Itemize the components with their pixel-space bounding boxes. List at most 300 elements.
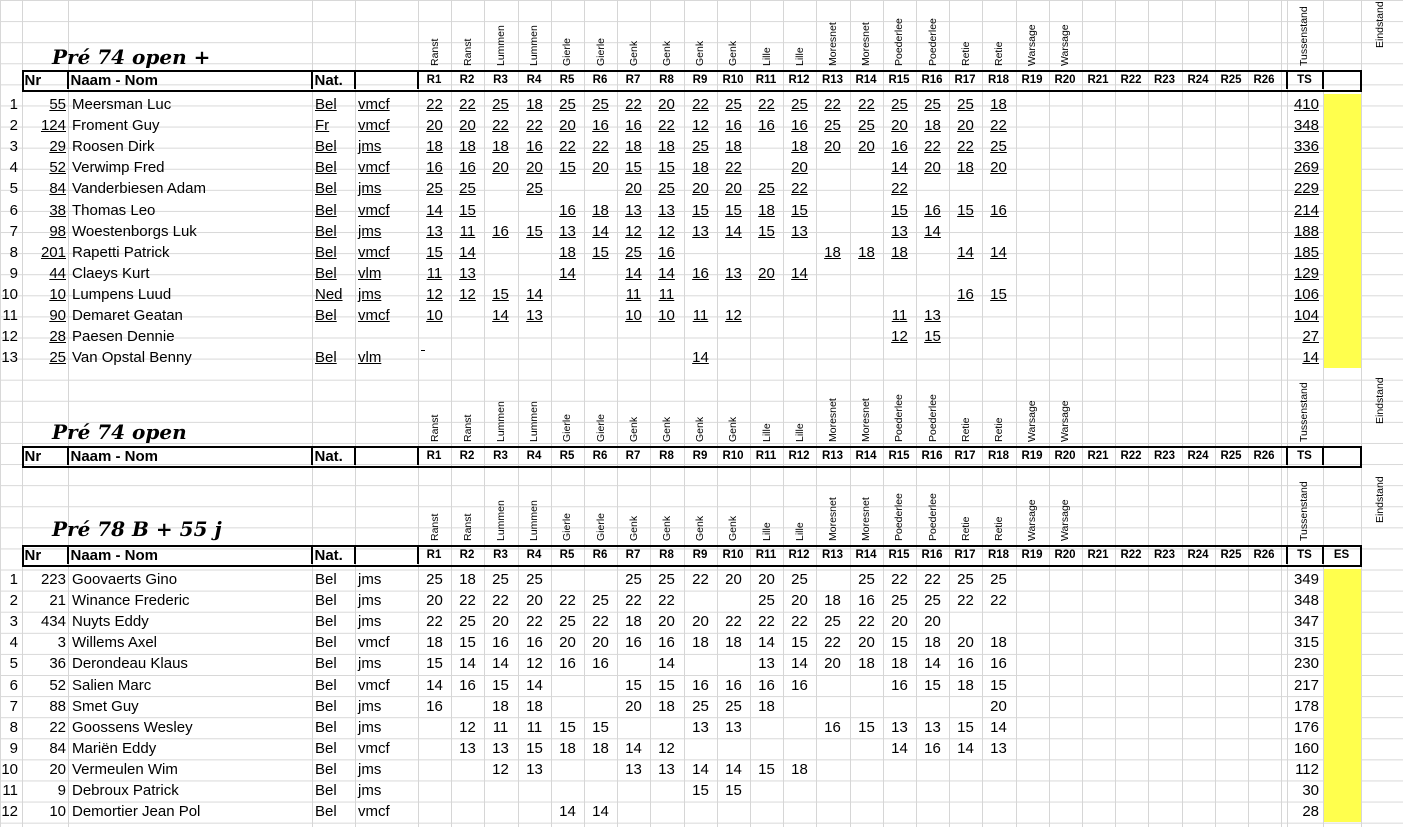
grid-line-v <box>1049 0 1050 827</box>
row-score: 13 <box>658 760 675 778</box>
row-score: 15 <box>791 634 808 652</box>
header-round: R6 <box>592 450 608 462</box>
row-score: 20 <box>625 180 642 198</box>
row-name: Meersman Luc <box>72 96 172 113</box>
row-club: jms <box>358 655 382 673</box>
venue-label: Retie <box>993 516 1005 541</box>
row-score: 18 <box>625 613 642 631</box>
row-total: 188 <box>1293 222 1319 240</box>
row-score: 22 <box>924 138 941 156</box>
tussenstand-label: Tussenstand <box>1298 481 1310 541</box>
row-club: vmcf <box>358 676 390 694</box>
row-score: 15 <box>426 655 443 673</box>
grid-line-v <box>1016 0 1017 827</box>
row-name: Salien Marc <box>72 676 152 694</box>
row-score: 20 <box>858 138 875 156</box>
header-round: R13 <box>821 450 844 462</box>
header-round: R21 <box>1087 549 1109 561</box>
venue-label: Retie <box>993 417 1005 442</box>
row-score: 12 <box>891 328 908 346</box>
row-score: 14 <box>658 264 675 282</box>
venue-label: Gierle <box>561 413 574 442</box>
row-score: 18 <box>658 697 675 715</box>
row-score: 18 <box>957 676 974 694</box>
row-score: 13 <box>692 718 709 736</box>
row-club: jms <box>358 592 382 610</box>
row-score: 14 <box>426 676 443 694</box>
row-score: 22 <box>924 571 941 588</box>
header-round: R13 <box>821 549 844 561</box>
row-nationality <box>315 326 355 347</box>
header-name: Naam - Nom <box>70 72 159 89</box>
row-score: 14 <box>990 718 1007 736</box>
row-score: 25 <box>459 180 476 198</box>
eindstand-highlight <box>1324 569 1361 822</box>
row-score: 16 <box>526 138 543 156</box>
row-nationality: Bel <box>315 201 337 219</box>
row-number: 98 <box>49 222 66 240</box>
row-score: 18 <box>459 138 476 156</box>
row-score: 15 <box>526 739 543 757</box>
row-score: 22 <box>426 96 443 113</box>
venue-label: Poederlee <box>926 394 939 442</box>
header-separator <box>354 448 356 465</box>
row-score: 16 <box>824 718 841 736</box>
header-round: R26 <box>1253 549 1275 561</box>
row-score: 13 <box>559 222 576 240</box>
row-club: vmcf <box>358 96 390 113</box>
row-score: 25 <box>559 96 576 113</box>
grid-line-v <box>1115 0 1116 827</box>
row-score: 22 <box>824 96 841 113</box>
header-round: R21 <box>1087 450 1109 462</box>
header-round: R20 <box>1054 450 1076 462</box>
row-score: 20 <box>924 159 941 177</box>
row-score: 14 <box>592 222 609 240</box>
row-score: 25 <box>858 117 875 135</box>
header-name: Naam - Nom <box>70 448 159 465</box>
header-ts: TS <box>1297 450 1312 462</box>
venue-label: Genk <box>627 515 640 541</box>
row-score: 22 <box>990 592 1007 610</box>
row-score: 22 <box>824 634 841 652</box>
row-score: 22 <box>957 592 974 610</box>
row-name: Demortier Jean Pol <box>72 803 201 821</box>
row-number: 434 <box>40 613 66 631</box>
row-number: 25 <box>49 349 66 367</box>
row-score: 14 <box>891 159 908 177</box>
row-score: 22 <box>459 592 476 610</box>
row-score: 15 <box>459 634 476 652</box>
row-score: 15 <box>692 201 709 219</box>
row-score: 15 <box>692 782 709 799</box>
row-score: 15 <box>625 159 642 177</box>
row-club: jms <box>358 697 382 715</box>
header-round: R18 <box>987 549 1010 561</box>
header-round: R15 <box>888 74 910 86</box>
header-round: R23 <box>1153 74 1176 86</box>
row-score: 20 <box>459 117 476 135</box>
row-name: Vanderbiesen Adam <box>72 180 206 198</box>
row-score: 20 <box>957 634 974 652</box>
row-club: vmcf <box>358 634 390 652</box>
row-score: 10 <box>625 307 642 324</box>
venue-label: Genk <box>694 416 707 442</box>
venue-label: Ranst <box>461 38 474 66</box>
row-score: 18 <box>692 634 709 652</box>
venue-label: Lummen <box>528 401 541 442</box>
row-score: 20 <box>891 613 908 631</box>
header-round: R19 <box>1021 450 1043 462</box>
venue-label: Genk <box>661 40 673 66</box>
row-number: 88 <box>49 697 66 715</box>
header-round: R9 <box>692 74 708 86</box>
row-club: jms <box>358 222 382 240</box>
eindstand-label: Eindstand <box>1374 377 1386 424</box>
header-round: R10 <box>722 549 744 561</box>
row-score: 16 <box>957 285 974 303</box>
row-score: 22 <box>625 96 642 113</box>
venue-label: Poederlee <box>893 493 906 541</box>
header-round: R12 <box>788 450 810 462</box>
row-score: 25 <box>625 571 642 588</box>
venue-label: Gierle <box>594 37 607 66</box>
row-name: Paesen Dennie <box>72 328 175 346</box>
row-nationality: Bel <box>315 655 337 673</box>
row-score: 20 <box>824 655 841 673</box>
row-score: 18 <box>559 739 576 757</box>
row-score: 25 <box>924 96 941 113</box>
tussenstand-label: Tussenstand <box>1298 382 1310 442</box>
row-total: 185 <box>1293 243 1319 261</box>
header-separator <box>354 72 356 89</box>
row-position: 12 <box>1 803 18 821</box>
row-score: 25 <box>692 697 709 715</box>
row-score: 13 <box>725 718 742 736</box>
header-round: R21 <box>1087 74 1109 86</box>
row-score: 15 <box>592 243 609 261</box>
row-position: 13 <box>1 349 18 367</box>
row-position: 3 <box>9 613 18 631</box>
row-score: 12 <box>725 307 742 324</box>
row-score: 14 <box>692 349 709 367</box>
header-row <box>22 70 1362 92</box>
row-score: 13 <box>924 307 941 324</box>
row-score: 22 <box>858 613 875 631</box>
row-position: 4 <box>9 634 18 652</box>
row-score: 13 <box>459 739 476 757</box>
row-score: 20 <box>526 592 543 610</box>
row-position: 9 <box>9 739 18 757</box>
header-round: R3 <box>493 74 508 86</box>
row-score: 16 <box>459 676 476 694</box>
grid-line-v <box>1082 0 1083 827</box>
row-score: 13 <box>791 222 808 240</box>
header-round: R10 <box>722 450 744 462</box>
row-score: 16 <box>492 634 509 652</box>
venue-label: Ranst <box>428 38 441 66</box>
row-score: 22 <box>426 613 443 631</box>
venue-label: Lummen <box>528 25 541 66</box>
eindstand-label: Eindstand <box>1374 1 1386 48</box>
header-round: R16 <box>921 549 943 561</box>
row-score: 15 <box>625 676 642 694</box>
row-score: 22 <box>692 571 709 588</box>
row-score: 13 <box>526 760 543 778</box>
row-score: 14 <box>459 655 476 673</box>
row-score: 22 <box>492 117 509 135</box>
row-score: 16 <box>725 117 742 135</box>
venue-label: Poederlee <box>893 394 906 442</box>
row-score: 20 <box>791 592 808 610</box>
header-ts: TS <box>1297 549 1312 561</box>
row-number: 10 <box>49 803 66 821</box>
row-score: 22 <box>758 96 775 113</box>
row-score: 25 <box>658 180 675 198</box>
header-round: R11 <box>755 549 777 561</box>
venue-label: Retie <box>959 41 972 66</box>
row-score: 25 <box>791 571 808 588</box>
venue-label: Gierle <box>561 512 574 541</box>
row-total: 106 <box>1293 285 1319 303</box>
row-name: Nuyts Eddy <box>72 613 149 631</box>
venue-label: Moresnet <box>827 497 839 541</box>
row-position: 1 <box>9 96 18 113</box>
row-score: 14 <box>658 655 675 673</box>
venue-label: Genk <box>727 40 740 66</box>
row-score: 25 <box>990 138 1007 156</box>
row-score: 16 <box>957 655 974 673</box>
row-score: 13 <box>924 718 941 736</box>
row-score: 13 <box>625 760 642 778</box>
header-round: R1 <box>426 74 442 86</box>
venue-label: Warsage <box>1026 400 1039 442</box>
row-score: 13 <box>692 222 709 240</box>
row-score: 12 <box>692 117 709 135</box>
row-score: 20 <box>758 571 775 588</box>
row-score: 20 <box>924 613 941 631</box>
row-score: 22 <box>658 117 675 135</box>
row-score: 20 <box>791 159 808 177</box>
header-round: R7 <box>625 549 641 561</box>
row-score: 18 <box>758 697 775 715</box>
header-round: R16 <box>921 450 943 462</box>
header-round: R15 <box>888 549 910 561</box>
row-score: 20 <box>592 159 609 177</box>
row-score: 20 <box>492 613 509 631</box>
row-score: 11 <box>658 285 675 303</box>
row-score: 25 <box>625 243 642 261</box>
row-score: 25 <box>924 592 941 610</box>
row-name: Froment Guy <box>72 117 160 135</box>
venue-label: Ranst <box>428 513 441 541</box>
row-score-mark <box>421 349 425 351</box>
header-round: R8 <box>659 549 674 561</box>
row-nationality: Bel <box>315 803 337 821</box>
row-club: jms <box>358 613 382 631</box>
row-nationality: Fr <box>315 117 330 135</box>
row-score: 18 <box>725 634 742 652</box>
header-round: R26 <box>1253 74 1275 86</box>
row-score: 16 <box>459 159 476 177</box>
row-nationality: Bel <box>315 264 337 282</box>
venue-label: Moresnet <box>827 398 839 442</box>
venue-label: Genk <box>661 416 673 442</box>
row-total: 269 <box>1293 159 1319 177</box>
row-score: 15 <box>891 634 908 652</box>
row-score: 18 <box>559 243 576 261</box>
header-round: R2 <box>459 549 475 561</box>
row-name: Derondeau Klaus <box>72 655 188 673</box>
row-score: 14 <box>924 655 941 673</box>
row-score: 25 <box>957 571 974 588</box>
row-score: 15 <box>858 718 875 736</box>
row-score: 25 <box>990 571 1007 588</box>
row-score: 11 <box>891 307 908 324</box>
row-score: 14 <box>625 739 642 757</box>
row-name: Demaret Geatan <box>72 307 183 324</box>
venue-label: Warsage <box>1026 499 1039 541</box>
row-score: 15 <box>559 159 576 177</box>
row-club: vmcf <box>358 307 390 324</box>
row-club: vlm <box>358 349 382 367</box>
venue-label: Lille <box>760 47 773 66</box>
row-score: 15 <box>924 328 941 346</box>
venue-label: Genk <box>727 515 740 541</box>
row-club: vmcf <box>358 803 390 821</box>
row-score: 20 <box>526 159 543 177</box>
row-name: Vermeulen Wim <box>72 760 178 778</box>
row-score: 16 <box>791 117 808 135</box>
header-nat: Nat. <box>314 547 343 564</box>
venue-label: Poederlee <box>926 18 939 66</box>
row-score: 22 <box>592 613 609 631</box>
row-score: 25 <box>492 571 509 588</box>
header-round: R16 <box>921 74 943 86</box>
header-nat: Nat. <box>314 72 343 89</box>
row-score: 16 <box>592 655 609 673</box>
row-score: 16 <box>426 159 443 177</box>
row-score: 14 <box>492 307 509 324</box>
row-score: 16 <box>891 138 908 156</box>
row-score: 22 <box>725 159 742 177</box>
row-score: 25 <box>492 96 509 113</box>
row-club: jms <box>358 760 382 778</box>
row-score: 15 <box>725 201 742 219</box>
row-score: 14 <box>625 264 642 282</box>
row-position: 4 <box>9 159 18 177</box>
row-number: 124 <box>40 117 66 135</box>
header-round: R18 <box>987 74 1010 86</box>
row-score: 15 <box>592 718 609 736</box>
row-total: 336 <box>1293 138 1319 156</box>
row-club <box>358 326 418 347</box>
row-score: 16 <box>625 634 642 652</box>
row-total: 347 <box>1293 613 1319 631</box>
row-score: 20 <box>824 138 841 156</box>
header-round: R25 <box>1220 450 1242 462</box>
row-score: 14 <box>459 243 476 261</box>
header-round: R9 <box>692 450 708 462</box>
row-score: 22 <box>559 592 576 610</box>
row-nationality: Bel <box>315 676 337 694</box>
row-score: 16 <box>692 676 709 694</box>
row-score: 13 <box>492 739 509 757</box>
row-score: 14 <box>957 243 974 261</box>
venue-label: Gierle <box>594 413 607 442</box>
header-round: R15 <box>888 450 910 462</box>
row-score: 20 <box>725 571 742 588</box>
header-round: R25 <box>1220 74 1242 86</box>
row-score: 20 <box>858 634 875 652</box>
row-score: 18 <box>957 159 974 177</box>
row-score: 13 <box>758 655 775 673</box>
row-score: 18 <box>824 592 841 610</box>
eindstand-label: Eindstand <box>1374 476 1386 523</box>
row-score: 25 <box>791 96 808 113</box>
row-score: 15 <box>559 718 576 736</box>
row-score: 14 <box>692 760 709 778</box>
header-round: R20 <box>1054 74 1076 86</box>
row-position: 6 <box>9 201 18 219</box>
header-round: R24 <box>1187 450 1209 462</box>
row-score: 25 <box>426 571 443 588</box>
row-score: 25 <box>459 613 476 631</box>
grid-line-v <box>1182 0 1183 827</box>
row-score: 14 <box>592 803 609 821</box>
header-round: R17 <box>954 450 976 462</box>
section-title: Pré 74 open <box>52 420 187 444</box>
header-round: R24 <box>1187 74 1209 86</box>
venue-label: Genk <box>727 416 740 442</box>
row-position: 10 <box>1 285 18 303</box>
venue-label: Warsage <box>1026 24 1039 66</box>
row-score: 13 <box>891 222 908 240</box>
eindstand-highlight <box>1324 94 1361 368</box>
row-score: 14 <box>957 739 974 757</box>
row-score: 22 <box>725 613 742 631</box>
row-total: 178 <box>1293 697 1319 715</box>
row-score: 20 <box>725 180 742 198</box>
row-score: 18 <box>891 243 908 261</box>
row-score: 22 <box>791 613 808 631</box>
row-score: 25 <box>426 180 443 198</box>
row-score: 20 <box>957 117 974 135</box>
row-score: 20 <box>891 117 908 135</box>
venue-label: Genk <box>627 40 640 66</box>
row-score: 14 <box>990 243 1007 261</box>
row-club: vmcf <box>358 159 390 177</box>
row-score: 20 <box>426 592 443 610</box>
row-score: 20 <box>990 697 1007 715</box>
row-score: 16 <box>658 634 675 652</box>
row-score: 12 <box>625 222 642 240</box>
row-score: 20 <box>658 613 675 631</box>
row-position: 8 <box>9 718 18 736</box>
header-round: R5 <box>559 450 575 462</box>
venue-label: Warsage <box>1059 24 1072 66</box>
row-score: 22 <box>957 138 974 156</box>
row-score: 14 <box>559 264 576 282</box>
row-score: 18 <box>858 243 875 261</box>
row-score: 16 <box>924 739 941 757</box>
row-score: 14 <box>758 634 775 652</box>
row-total: 315 <box>1293 634 1319 652</box>
venue-label: Warsage <box>1059 499 1072 541</box>
row-score: 18 <box>758 201 775 219</box>
row-score: 13 <box>625 201 642 219</box>
row-score: 20 <box>990 159 1007 177</box>
